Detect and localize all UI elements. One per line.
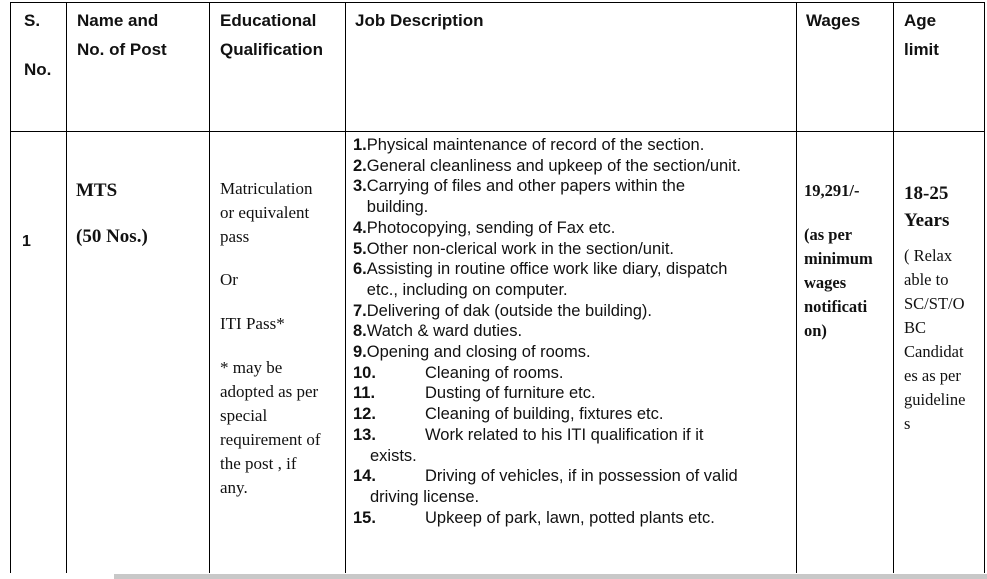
age-cell <box>904 180 965 436</box>
wages-cell <box>804 179 873 343</box>
job-item-number: 6. <box>353 260 367 279</box>
qualification-note: requirement of <box>220 430 321 449</box>
job-item-text: Watch & ward duties. <box>366 322 523 341</box>
post-name: MTS <box>76 180 118 201</box>
qualification-cell <box>220 177 321 500</box>
recruitment-table <box>10 2 985 573</box>
job-item-continuation: exists. <box>370 446 417 465</box>
job-item <box>353 466 785 487</box>
job-item-text: Dusting of furniture etc. <box>425 384 596 403</box>
job-item-number: 1. <box>353 136 367 154</box>
header-education-line: Educational <box>220 11 317 30</box>
row-sno: 1 <box>22 233 31 250</box>
col-divider <box>345 3 346 573</box>
header-name-line: Name and <box>77 11 159 30</box>
wages-note: wages <box>804 273 847 292</box>
job-item <box>353 218 785 239</box>
job-item-number: 13. <box>353 425 376 444</box>
job-item <box>353 383 785 404</box>
job-item-number: 14. <box>353 467 376 486</box>
job-item-number: 9. <box>353 343 367 362</box>
job-item-text: Upkeep of park, lawn, potted plants etc. <box>425 508 715 527</box>
job-item-continuation: driving license. <box>370 487 480 506</box>
qualification-note: any. <box>220 478 248 497</box>
header-sno-line: S. <box>24 11 41 30</box>
job-item-text: Physical maintenance of record of the section. <box>366 136 705 154</box>
qualification-note: adopted as per <box>220 382 319 401</box>
job-item <box>353 176 785 217</box>
qualification-note: * may be <box>220 358 283 377</box>
header-wages: Wages <box>806 11 861 30</box>
job-item-number: 5. <box>353 239 367 258</box>
header-age-limit <box>904 6 939 64</box>
job-item-text: Work related to his ITI qualification if it <box>425 425 704 444</box>
job-item <box>353 404 785 425</box>
job-item-number: 4. <box>353 218 367 237</box>
age-relaxation: able to <box>904 270 949 289</box>
row-divider <box>11 131 984 132</box>
age-relaxation: es as per <box>904 366 961 385</box>
col-divider <box>893 3 894 573</box>
scrollbar-track[interactable] <box>114 574 987 579</box>
qualification-or: Or <box>220 270 238 289</box>
job-item-text: etc., including on computer. <box>366 280 568 299</box>
age-relaxation: s <box>904 414 911 433</box>
header-job-description: Job Description <box>355 11 484 30</box>
col-divider <box>209 3 210 573</box>
header-age-line: Age <box>904 11 937 30</box>
job-item-text: Assisting in routine office work like diary, dispatch <box>366 260 728 279</box>
wages-note: notificati <box>804 297 868 316</box>
header-sno-line: No. <box>24 60 52 79</box>
job-description-list <box>353 135 785 528</box>
wages-amount: 19,291/- <box>804 181 860 200</box>
job-item <box>353 321 785 342</box>
col-divider <box>796 3 797 573</box>
job-item-text: Carrying of files and other papers within the <box>366 177 686 196</box>
job-item-text: Other non-clerical work in the section/unit. <box>366 239 674 258</box>
job-item-text: Cleaning of rooms. <box>425 363 564 382</box>
job-item <box>353 342 785 363</box>
qualification-line: pass <box>220 227 250 246</box>
job-item-text: Delivering of dak (outside the building). <box>366 301 653 320</box>
wages-note: on) <box>804 321 827 340</box>
job-item <box>353 156 785 177</box>
job-item-number: 10. <box>353 363 376 382</box>
age-relaxation: BC <box>904 318 927 337</box>
header-name-post <box>77 6 167 64</box>
job-item-text: Driving of vehicles, if in possession of valid <box>425 467 738 486</box>
qualification-iti: ITI Pass* <box>220 314 285 333</box>
job-item-number: 7. <box>353 301 367 320</box>
job-item <box>353 425 785 446</box>
qualification-note: the post , if <box>220 454 297 473</box>
job-item-text: building. <box>366 198 429 217</box>
age-range: Years <box>904 210 950 231</box>
job-item-text: General cleanliness and upkeep of the section/unit. <box>366 156 742 175</box>
job-item <box>353 239 785 260</box>
qualification-note: special <box>220 406 268 425</box>
header-sno <box>24 6 51 84</box>
job-item <box>353 508 785 529</box>
qualification-line: or equivalent <box>220 203 310 222</box>
job-item-text: Opening and closing of rooms. <box>366 343 591 362</box>
header-name-line: No. of Post <box>77 40 167 59</box>
header-education-line: Qualification <box>220 40 323 59</box>
age-relaxation: guideline <box>904 390 966 409</box>
wages-note: minimum <box>804 249 873 268</box>
job-item <box>353 363 785 384</box>
age-relaxation: SC/ST/O <box>904 294 965 313</box>
job-item-number: 2. <box>353 156 367 175</box>
age-range: 18-25 <box>904 183 949 204</box>
job-item-number: 3. <box>353 177 367 196</box>
col-divider <box>66 3 67 573</box>
job-item-text: Cleaning of building, fixtures etc. <box>425 405 664 424</box>
job-item <box>353 135 785 156</box>
qualification-line: Matriculation <box>220 179 313 198</box>
post-name-cell <box>76 179 148 249</box>
age-relaxation: ( Relax <box>904 246 953 265</box>
job-item-text: Photocopying, sending of Fax etc. <box>366 218 616 237</box>
header-education <box>220 6 323 64</box>
job-item-number: 11. <box>353 384 376 403</box>
job-item-number: 15. <box>353 508 376 527</box>
post-count: (50 Nos.) <box>76 226 148 247</box>
wages-note: (as per <box>804 225 853 244</box>
age-relaxation: Candidat <box>904 342 964 361</box>
job-item <box>353 259 785 300</box>
job-item <box>353 301 785 322</box>
header-age-line: limit <box>904 40 939 59</box>
job-item-number: 12. <box>353 405 376 424</box>
job-item-number: 8. <box>353 322 367 341</box>
